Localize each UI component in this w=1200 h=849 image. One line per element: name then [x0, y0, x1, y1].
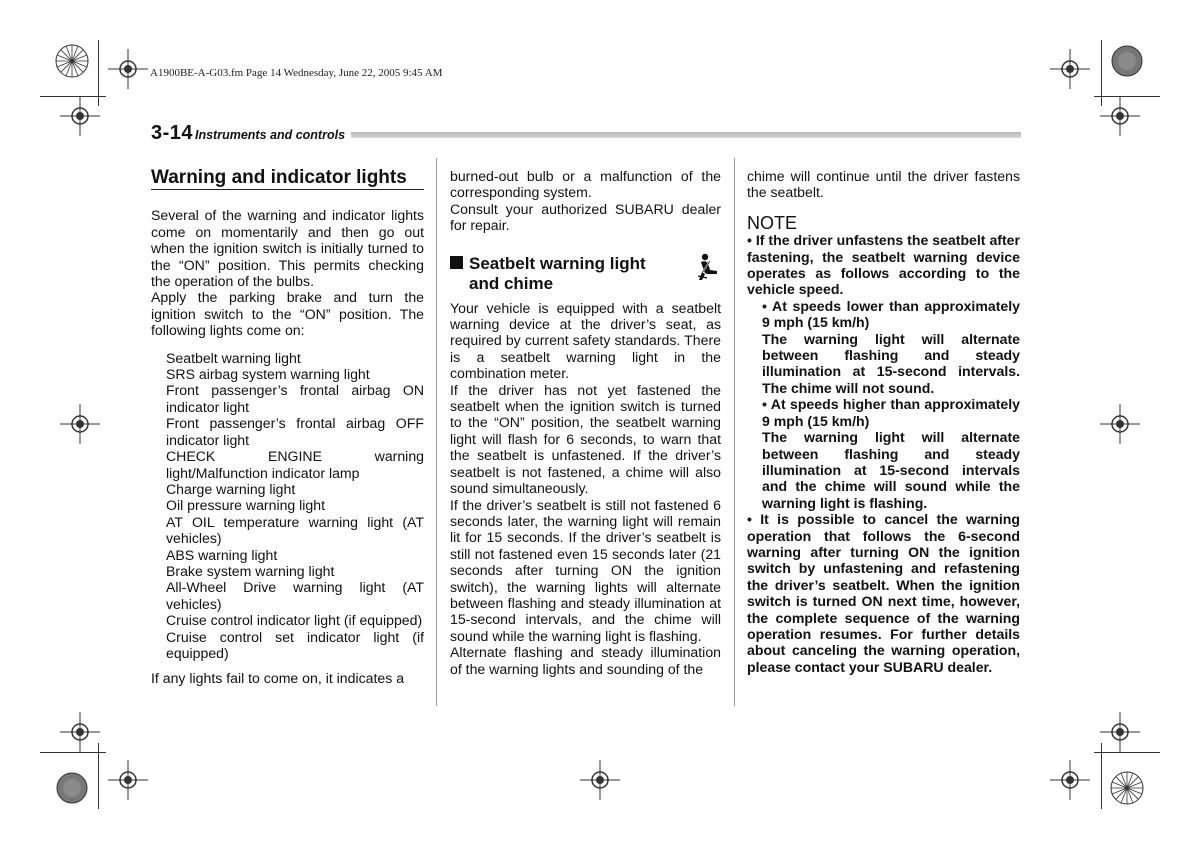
list-item: CHECK ENGINE warning light/Malfunction indicator lamp [166, 448, 424, 481]
registration-crosshair-icon [1100, 712, 1140, 752]
column-divider [734, 158, 735, 706]
list-item: Charge warning light [166, 480, 296, 497]
column-2 [450, 168, 721, 677]
registration-crosshair-icon [1050, 760, 1090, 800]
column-divider [436, 158, 437, 706]
crop-line [1094, 96, 1160, 97]
registration-crosshair-icon [1050, 49, 1090, 89]
continued-paragraph: burned-out bulb or a malfunction of the corresponding system. [450, 168, 721, 201]
registration-crosshair-icon [60, 404, 100, 444]
note-heading: NOTE [747, 212, 798, 233]
print-file-header: A1900BE-A-G03.fm Page 14 Wednesday, June 22, 2005 9:45 AM [150, 67, 443, 79]
body-paragraph: If the driver’s seatbelt is still not fastened 6 seconds later, the warning light will remain lit for 15 seconds. If the driver’s seatbelt is still not fastened even 15 seconds later (21 seconds after turning ON the ignition switch), the warning lights will alternate between flashing and steady illumination at 15-second intervals, and the chime will sound while the warning light is flashing. [450, 496, 721, 644]
section-heading-line-1: Seatbelt warning light [469, 253, 646, 273]
closing-paragraph: If any lights fail to come on, it indicates a [151, 670, 405, 687]
list-item: Cruise control set indicator light (if equipped) [166, 628, 424, 661]
list-item: Cruise control indicator light (if equipped) [166, 612, 423, 629]
page-number: 3-14 [151, 122, 194, 144]
page-title: Warning and indicator lights [151, 170, 424, 190]
note-item: • It is possible to cancel the warning operation that follows the 6-second warning after turning ON the ignition switch by unfastening and refastening the driver’s seatbelt. When the ignition switch is turned ON next time, however, the complete sequence of the warning operation resumes. For further details about canceling the warning operation, please contact your SUBARU dealer. [747, 511, 1020, 675]
registration-disc-icon [1110, 44, 1144, 78]
note-item: • If the driver unfastens the seatbelt after fastening, the seatbelt warning device operates as follows according to the vehicle speed. [747, 232, 1020, 298]
registration-sunburst-icon [1110, 771, 1144, 805]
note-sub-item: • At speeds lower than approximately 9 mph (15 km/h) [762, 297, 1020, 331]
note-sub-item: • At speeds higher than approximately 9 mph (15 km/h) [762, 396, 1020, 429]
note-sub-description: The warning light will alternate between flashing and steady illumination at 15-second intervals and the chime will sound while the warning light is flashing. [762, 429, 1020, 511]
section-heading-line-2: and chime [469, 273, 554, 293]
list-item: Oil pressure warning light [166, 497, 326, 514]
registration-crosshair-icon [60, 712, 100, 752]
section-heading [450, 254, 721, 294]
crop-line [1094, 752, 1160, 753]
body-paragraph: Your vehicle is equipped with a seatbelt warning device at the driver’s seat, as required by current safety standards. There is a seatbelt warning light in the combination meter. [450, 299, 721, 382]
list-item: Brake system warning light [166, 562, 335, 579]
list-item: AT OIL temperature warning light (AT vehicles) [166, 513, 424, 547]
registration-crosshair-icon [108, 760, 148, 800]
seatbelt-warning-icon [695, 252, 721, 282]
instruction-paragraph: Apply the parking brake and turn the ignition switch to the “ON” position. The following lights come on: [151, 289, 424, 339]
note-sub-description: The warning light will alternate between flashing and steady illumination at 15-second intervals. The chime will not sound. [762, 330, 1020, 396]
registration-crosshair-icon [60, 96, 100, 136]
registration-crosshair-icon [1100, 404, 1140, 444]
continued-paragraph: chime will continue until the driver fastens the seatbelt. [747, 168, 1020, 201]
list-item: Seatbelt warning light [166, 349, 301, 366]
list-item: Front passenger’s frontal airbag ON indicator light [166, 382, 424, 415]
page-header [151, 122, 1021, 148]
consult-paragraph: Consult your authorized SUBARU dealer for repair. [450, 200, 721, 234]
heading-square-icon [450, 256, 463, 269]
note-list [747, 232, 1020, 675]
registration-crosshair-icon [1100, 96, 1140, 136]
section-name: Instruments and controls [195, 128, 346, 142]
registration-crosshair-icon [580, 760, 620, 800]
body-paragraph: Alternate flashing and steady illumination of the warning lights and sounding of the [450, 644, 721, 677]
crop-line [40, 96, 106, 97]
registration-disc-icon [55, 771, 89, 805]
list-item: ABS warning light [166, 546, 278, 563]
body-paragraph: If the driver has not yet fastened the seatbelt when the ignition switch is turned to the “ON” position, the seatbelt warning light will flash for 6 seconds, to warn that the seatbelt is unfastened. If the driver’s seatbelt is not fastened, a chime will also sound simultaneously. [450, 381, 721, 497]
crop-line [40, 752, 106, 753]
intro-paragraph: Several of the warning and indicator lights come on momentarily and then go out when the ignition switch is initially turned to the “ON” position. This permits checking the operation of the bulbs. [151, 207, 424, 290]
registration-sunburst-icon [55, 44, 89, 78]
warning-lights-list [166, 350, 424, 662]
registration-crosshair-icon [108, 49, 148, 89]
list-item: Front passenger’s frontal airbag OFF indicator light [166, 415, 424, 448]
column-1 [151, 168, 424, 687]
header-bar [351, 132, 1021, 138]
column-3 [747, 168, 1020, 675]
list-item: SRS airbag system warning light [166, 366, 370, 383]
list-item: All-Wheel Drive warning light (AT vehicles) [166, 579, 424, 612]
